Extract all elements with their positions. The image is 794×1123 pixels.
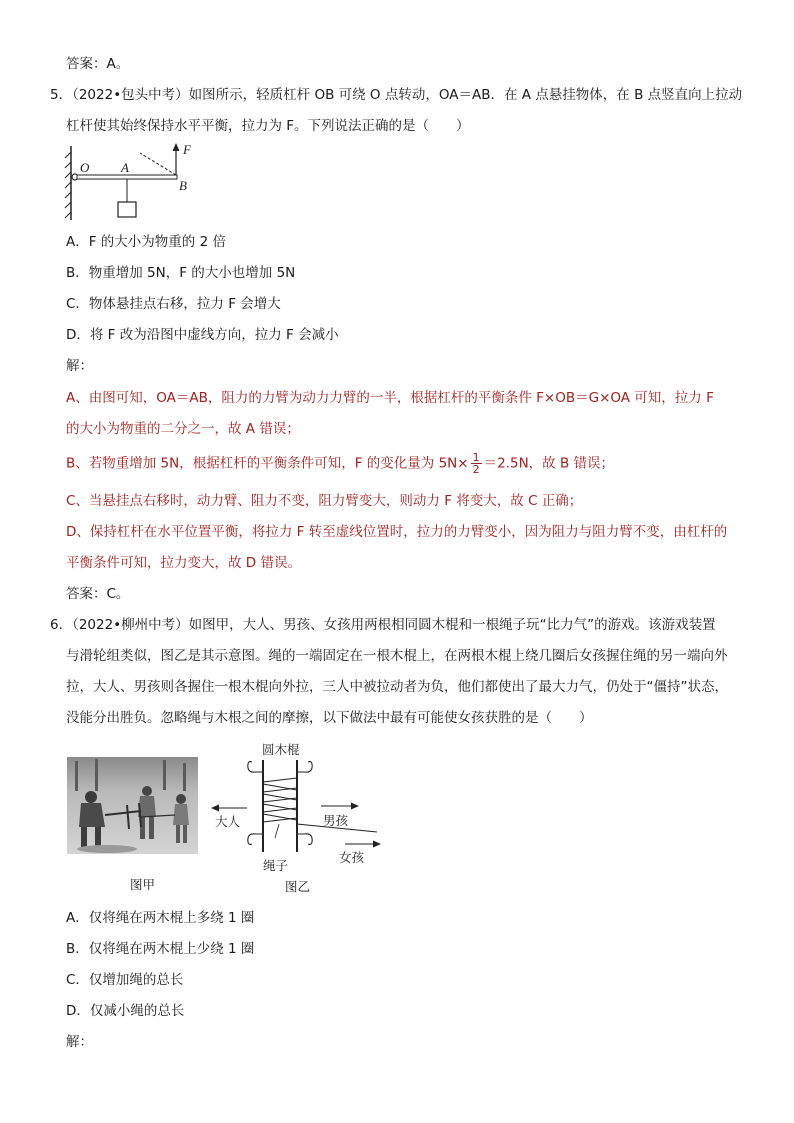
q5-stem-line1: 5．（2022•包头中考）如图所示，轻质杠杆 OB 可绕 O 点转动，OA＝AB．在 A 点悬挂物体，在 B 点竖直向上拉动 — [50, 87, 743, 103]
label-stick: 圆木棍 — [262, 742, 300, 757]
q6-caption-yi: 图乙 — [285, 879, 311, 894]
q5-option-c: C．物体悬挂点右移，拉力 F 会增大 — [66, 296, 281, 312]
q5-option-a: A．F 的大小为物重的 2 倍 — [66, 234, 226, 250]
previous-answer: 答案：A。 — [66, 56, 130, 72]
q5-solution-b-pre: B、若物重增加 5N，根据杠杆的平衡条件可知，F 的变化量为 5N× — [66, 455, 469, 472]
q5-solution-c: C、当悬挂点右移时，动力臂、阻力不变，阻力臂变大，则动力 F 将变大，故 C 正确； — [66, 493, 583, 509]
q6-option-a: A．仅将绳在两木棍上多绕 1 圈 — [66, 910, 255, 926]
label-o: O — [80, 160, 90, 175]
q6-option-c: C．仅增加绳的总长 — [66, 972, 184, 988]
q5-solution-label: 解： — [66, 358, 93, 374]
q5-answer: 答案：C。 — [66, 586, 130, 602]
q6-stem-line3: 拉，大人、男孩则各握住一根木棍向外拉，三人中被拉动者为负，他们都使出了最大力气，仍处于“僵持”状态， — [66, 679, 728, 695]
q6-schematic-figure-yi — [205, 740, 385, 873]
fraction-one-half — [471, 452, 482, 475]
label-a: A — [121, 160, 129, 175]
q6-option-b: B．仅将绳在两木棍上少绕 1 圈 — [66, 941, 255, 957]
q5-solution-a-line2: 的大小为物重的二分之一，故 A 错误； — [66, 421, 300, 437]
q5-lever-diagram — [62, 140, 212, 226]
q6-caption-jia: 图甲 — [130, 877, 156, 892]
label-f: F — [183, 142, 191, 157]
q5-option-d: D．将 F 改为沿图中虚线方向，拉力 F 会减小 — [66, 327, 339, 343]
q5-solution-b-post: ＝2.5N，故 B 错误； — [483, 455, 615, 472]
q5-stem-line2: 杠杆使其始终保持水平平衡，拉力为 F。下列说法正确的是（ ） — [66, 118, 470, 134]
q5-option-b: B．物重增加 5N，F 的大小也增加 5N — [66, 265, 296, 281]
label-rope: 绳子 — [263, 858, 289, 873]
q5-solution-a-line1: A、由图可知，OA＝AB，阻力的力臂为动力力臂的一半，根据杠杆的平衡条件 F×OB＝G×OA 可知，拉力 F — [66, 390, 714, 406]
q6-solution-label: 解： — [66, 1034, 93, 1050]
q6-stem-line2: 与滑轮组类似，图乙是其示意图。绳的一端固定在一根木棍上，在两根木棍上绕几圈后女孩握住绳的另一端向外 — [66, 648, 728, 664]
q5-solution-d-line1: D、保持杠杆在水平位置平衡，将拉力 F 转至虚线位置时，拉力的力臂变小，因为阻力与阻力臂不变，由杠杆的 — [66, 524, 728, 540]
q6-option-d: D．仅减小绳的总长 — [66, 1003, 185, 1019]
fraction-numerator: 1 — [472, 451, 480, 464]
label-girl: 女孩 — [339, 850, 365, 865]
fraction-denominator: 2 — [472, 463, 480, 476]
label-b: B — [179, 178, 187, 193]
q6-stem-line1: 6．（2022•柳州中考）如图甲，大人、男孩、女孩用两根相同圆木棍和一根绳子玩“比力气”的游戏。该游戏装置 — [50, 617, 716, 633]
label-adult: 大人 — [215, 814, 241, 829]
q6-stem-line4: 没能分出胜负。忽略绳与木根之间的摩擦，以下做法中最有可能使女孩获胜的是（ ） — [66, 710, 593, 726]
label-boy: 男孩 — [323, 813, 349, 828]
q5-solution-d-line2: 平衡条件可知，拉力变大，故 D 错误。 — [66, 555, 301, 571]
q6-photo-figure-jia — [67, 757, 198, 854]
q5-solution-b — [66, 452, 614, 475]
